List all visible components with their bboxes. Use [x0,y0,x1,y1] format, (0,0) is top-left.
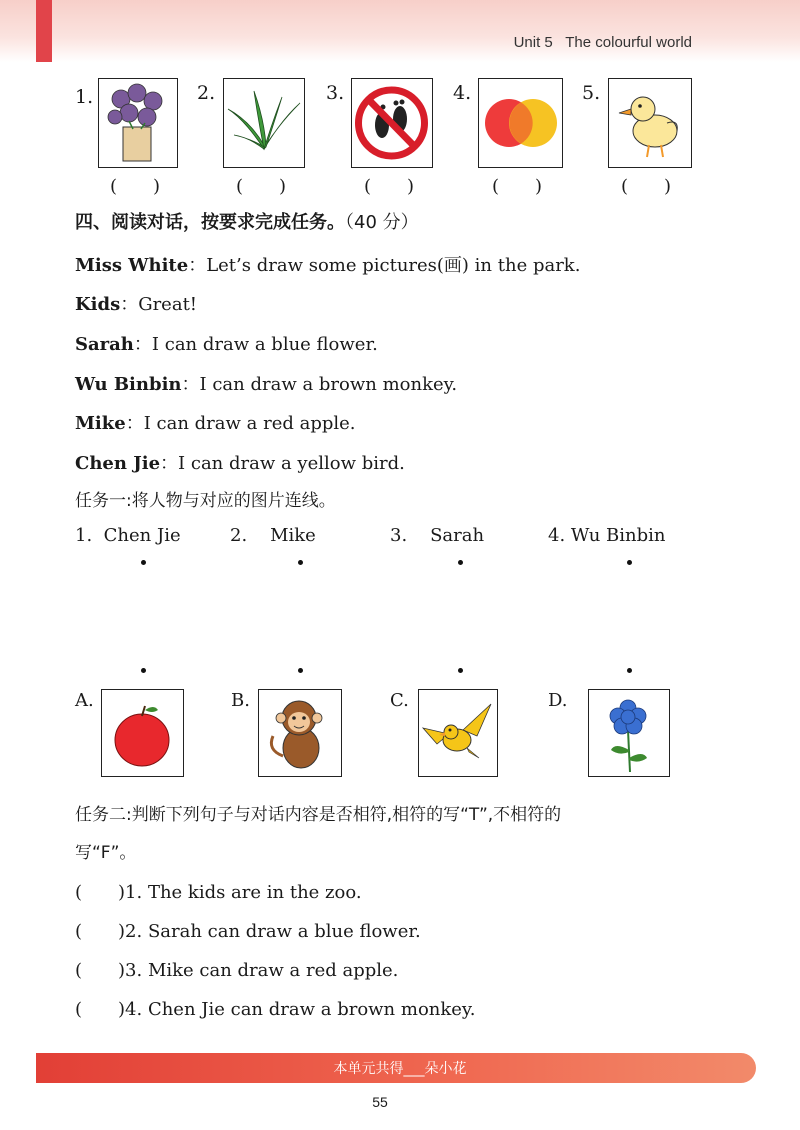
q2-answer-paren[interactable]: ( ) [236,176,287,197]
dialogue-line-5: Mike：I can draw a red apple. [75,413,356,434]
red-yellow-circles-icon [479,79,561,166]
dialogue-line-3: Sarah：I can draw a blue flower. [75,334,378,355]
red-apple-icon [102,690,182,775]
person-1-dot[interactable] [141,560,146,565]
tf-item-2: ( )2. Sarah can draw a blue flower. [75,921,421,942]
footer-flower-count: 本单元共得___朵小花 [333,1061,467,1077]
unit-title: Unit 5 The colourful world [513,34,692,51]
dialogue-line-2: Kids：Great! [75,294,198,315]
q4-picture [478,78,563,168]
duckling-icon [609,79,690,166]
q5-answer-paren[interactable]: ( ) [621,176,672,197]
no-walking-sign-icon [352,79,431,166]
task1-title: 任务一:将人物与对应的图片连线。 [75,491,336,511]
q4-number: 4. [453,82,472,104]
person-4-dot[interactable] [627,560,632,565]
q3-picture [351,78,433,168]
q4-answer-paren[interactable]: ( ) [492,176,543,197]
picture-a-dot[interactable] [141,668,146,673]
q1-number: 1. [75,86,94,108]
task2-title-line1: 任务二:判断下列句子与对话内容是否相符,相符的写“T”,不相符的 [75,805,562,825]
tf-answer-paren-4[interactable]: ( ) [75,999,126,1020]
person-2: 2. Mike [230,525,316,546]
q3-number: 3. [326,82,345,104]
flowers-in-vase-icon [99,79,176,166]
tf-answer-paren-1[interactable]: ( ) [75,882,126,903]
header-band [0,0,800,62]
dialogue-line-1: Miss White：Let’s draw some pictures(画) in the park. [75,255,581,276]
person-3: 3. Sarah [390,525,485,546]
q5-number: 5. [582,82,601,104]
q1-answer-paren[interactable]: ( ) [110,176,161,197]
picture-a [101,689,184,777]
q2-number: 2. [197,82,216,104]
picture-c-dot[interactable] [458,668,463,673]
q1-picture [98,78,178,168]
picture-c [418,689,498,777]
tf-item-3: ( )3. Mike can draw a red apple. [75,960,399,981]
header-tab [36,0,52,62]
picture-d-letter: D. [548,690,568,711]
page-number: 55 [372,1094,388,1110]
tf-answer-paren-2[interactable]: ( ) [75,921,126,942]
person-4: 4. Wu Binbin [548,525,666,546]
person-2-dot[interactable] [298,560,303,565]
person-1: 1. Chen Jie [75,525,181,546]
picture-b [258,689,342,777]
dialogue-line-6: Chen Jie：I can draw a yellow bird. [75,453,405,474]
picture-d-dot[interactable] [627,668,632,673]
tf-answer-paren-3[interactable]: ( ) [75,960,126,981]
blue-flower-icon [589,690,668,775]
monkey-icon [259,690,340,775]
person-3-dot[interactable] [458,560,463,565]
yellow-bird-icon [419,690,496,775]
q3-answer-paren[interactable]: ( ) [364,176,415,197]
tf-item-1: ( )1. The kids are in the zoo. [75,882,362,903]
picture-d [588,689,670,777]
task2-title-line2: 写“F”。 [75,843,137,863]
picture-a-letter: A. [75,690,94,711]
picture-c-letter: C. [390,690,409,711]
dialogue-line-4: Wu Binbin：I can draw a brown monkey. [75,374,458,395]
q5-picture [608,78,692,168]
tf-item-4: ( )4. Chen Jie can draw a brown monkey. [75,999,476,1020]
q2-picture [223,78,305,168]
picture-b-dot[interactable] [298,668,303,673]
picture-b-letter: B. [231,690,250,711]
grass-plant-icon [224,79,303,166]
part4-heading: 四、阅读对话，按要求完成任务。（40 分） [75,212,419,233]
